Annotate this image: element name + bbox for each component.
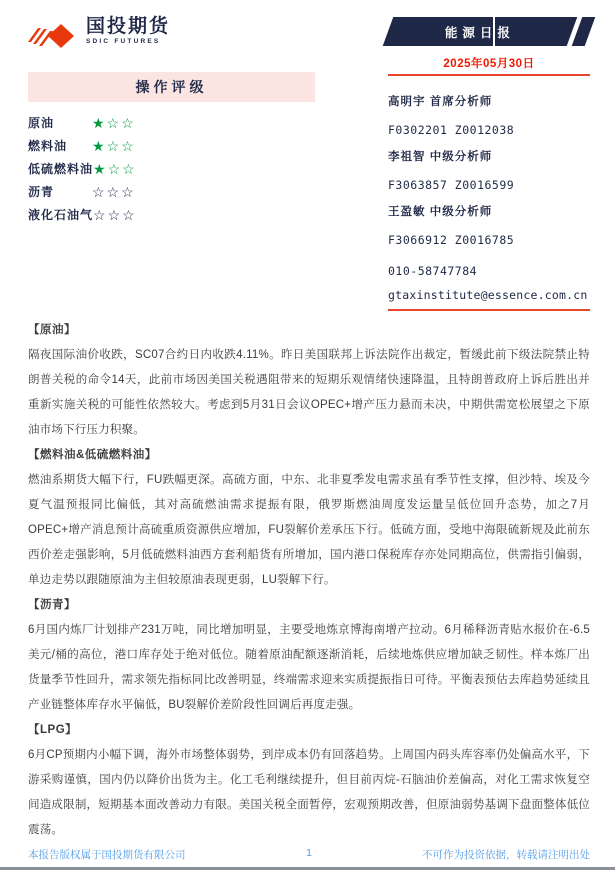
section-heading: 【LPG】 bbox=[28, 724, 78, 736]
badge-label: 能源日报 bbox=[444, 25, 515, 40]
section-paragraph: 隔夜国际油价收跌，SC07合约日内收跌4.11%。昨日美国联邦上诉法院作出裁定，暂缓此前下级法院禁止特朗普关税的命令14天，此前市场因美国关税遇阻带来的短期乐观情绪快速降温，且特朗普政府上诉后胜出并重新实施关税的可能性依然较大。考虑到5月31日会议OPEC+增产压力悬而未决，中期供需宽松展望之下原油市场下行压力积聚。 bbox=[28, 349, 590, 436]
rating-row bbox=[28, 157, 315, 180]
analyst-name: 王盈敏 中级分析师 bbox=[388, 206, 493, 218]
star-rating: ★☆☆ bbox=[92, 138, 136, 154]
report-type-badge bbox=[388, 17, 590, 46]
logo-mark-icon bbox=[28, 20, 78, 54]
brand-name-en: SDIC FUTURES bbox=[86, 38, 161, 45]
rating-label: 低硫燃料油 bbox=[28, 162, 94, 176]
section-paragraph: 燃油系期货大幅下行，FU跌幅更深。高硫方面，中东、北非夏季发电需求虽有季节性支撑，但沙特、埃及今夏气温预报同比偏低，其对高硫燃油需求提振有限，俄罗斯燃油周度发运量呈低位回升态势，加之7月OPEC+增产消息预计高硫重质资源供应增加，FU裂解价差承压下行。低硫方面，受地中海限硫新规及此前东西价差走强影响，5月低硫燃料油西方套利船货有所增加，国内港口保税库存亦处同期高位，供需指引偏弱，单边走势以跟随原油为主但较原油表现更弱，LU裂解下行。 bbox=[28, 474, 590, 586]
section-heading: 【沥青】 bbox=[28, 599, 76, 611]
logo-text bbox=[86, 16, 170, 46]
contact-underline bbox=[388, 309, 590, 311]
rating-row bbox=[28, 111, 315, 134]
analyst-name: 高明宇 首席分析师 bbox=[388, 96, 493, 108]
left-column bbox=[28, 16, 315, 311]
header-area bbox=[0, 0, 615, 311]
badge-background bbox=[383, 17, 578, 46]
rating-label: 原油 bbox=[28, 116, 55, 130]
rating-label: 沥青 bbox=[28, 185, 55, 199]
analyst-codes: F0302201 Z0012038 bbox=[388, 122, 515, 137]
star-rating: ☆☆☆ bbox=[92, 184, 136, 200]
star-rating: ☆☆☆ bbox=[93, 207, 137, 223]
analyst-name: 李祖智 中级分析师 bbox=[388, 151, 493, 163]
section-paragraph: 6月CP预期内小幅下调，海外市场整体弱势，到岸成本仍有回落趋势。上周国内码头库容率仍处偏高水平，下游采购谨慎，国内仍以降价出货为主。化工毛利继续提升，但目前丙烷-石脑油价差偏高，对化工需求恢复空间造成限制，短期基本面改善动力有限。美国关税全面暂停，宏观预期改善，但原油弱势基调下盘面整体低位震荡。 bbox=[28, 749, 590, 836]
rating-row bbox=[28, 203, 315, 226]
page-footer bbox=[28, 847, 590, 861]
analyst-codes: F3066912 Z0016785 bbox=[388, 232, 515, 247]
sdic-futures-logo bbox=[28, 16, 315, 58]
rating-label: 燃料油 bbox=[28, 139, 68, 153]
section-heading: 【原油】 bbox=[28, 324, 76, 336]
contact-phone: 010-58747784 bbox=[388, 264, 478, 278]
date-underline bbox=[388, 74, 590, 76]
analyst-codes: F3063857 Z0016599 bbox=[388, 177, 515, 192]
star-rating: ★☆☆ bbox=[93, 161, 137, 177]
rating-list bbox=[28, 111, 315, 226]
report-body bbox=[0, 311, 615, 843]
star-rating: ★☆☆ bbox=[92, 115, 136, 131]
page-number: 1 bbox=[306, 847, 312, 859]
report-date: 2025年05月30日 bbox=[443, 58, 535, 70]
rating-row bbox=[28, 134, 315, 157]
contact-email: gtaxinstitute@essence.com.cn bbox=[388, 288, 588, 302]
section-paragraph: 6月国内炼厂计划排产231万吨，同比增加明显，主要受地炼京博海南增产拉动。6月稀释沥青贴水报价在-6.5美元/桶的高位，港口库存处于绝对低位。随着原油配额逐渐消耗，后续地炼供应增加缺乏韧性。样本炼厂出货量季节性回升，需求领先指标同比改善明显，终端需求迎来实质提振指日可待。平衡表预估去库趋势延续且产业链整体库存水平偏低，BU裂解价差阶段性回调后再度走强。 bbox=[28, 624, 590, 711]
footer-copyright: 本报告版权属于国投期货有限公司 bbox=[28, 849, 186, 861]
right-column bbox=[388, 16, 590, 311]
rating-panel-title: 操作评级 bbox=[28, 72, 315, 102]
rating-row bbox=[28, 180, 315, 203]
analyst-list bbox=[388, 89, 590, 254]
rating-label: 液化石油气 bbox=[28, 208, 94, 222]
brand-name-cn: 国投期货 bbox=[86, 16, 171, 37]
footer-disclaimer: 不可作为投资依据，转载请注明出处 bbox=[422, 849, 590, 861]
section-heading: 【燃料油&低硫燃料油】 bbox=[28, 449, 157, 461]
